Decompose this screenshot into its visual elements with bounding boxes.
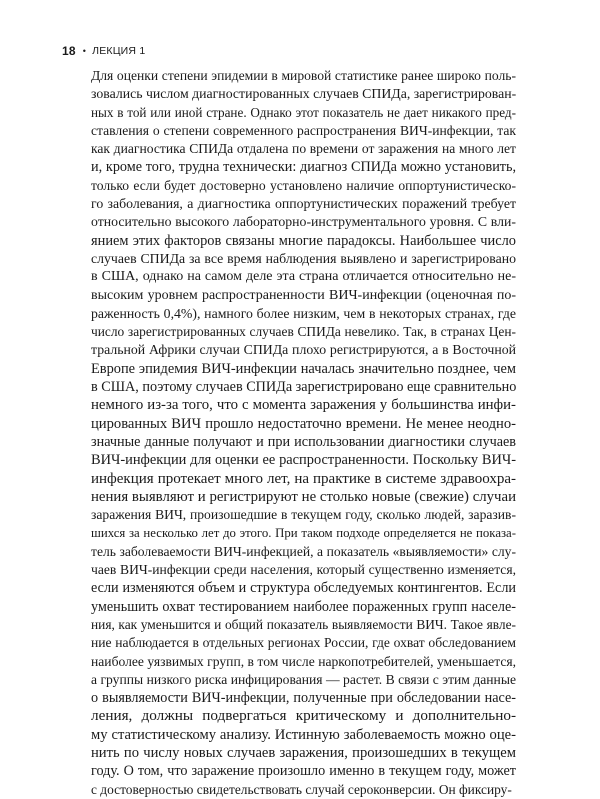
page-number: 18 bbox=[62, 44, 76, 58]
text-line: Для оценки степени эпидемии в мировой статистике ранее широко поль- bbox=[91, 68, 516, 83]
text-line: ВИЧ-инфекции для оценки ее распространенности. Поскольку ВИЧ- bbox=[91, 452, 516, 469]
text-line: немного из-за того, что с момента заражения у большинства инфи- bbox=[91, 397, 516, 414]
text-line: янием этих факторов связаны многие парадоксы. Наибольшее число bbox=[91, 232, 516, 249]
text-line: го заболевания, а диагностика оппортунистических поражений требует bbox=[91, 196, 516, 212]
text-line: нить по числу новых случаев заражения, произошедших в текущем bbox=[91, 744, 516, 761]
text-line: только если будет достоверно установлено наличие оппортунистическо- bbox=[91, 177, 516, 193]
text-line: ние наблюдается в отдельных регионах России, где охват обследованием bbox=[91, 635, 516, 651]
text-line: если изменяются объем и структура обследуемых контингентов. Если bbox=[91, 580, 516, 597]
text-line: относительно высокого лабораторно-инструментального уровня. С вли- bbox=[91, 214, 516, 230]
text-line: ния, как уменьшится и общий показатель выявляемости ВИЧ. Такое явле- bbox=[91, 616, 516, 632]
text-line: заражения ВИЧ, произошедшие в текущем году, сколько людей, заразив- bbox=[91, 507, 516, 523]
text-line: зовались числом диагностированных случаев СПИДа, зарегистрирован- bbox=[91, 86, 517, 102]
text-line: значные данные получают и при использовании диагностики случаев bbox=[91, 433, 516, 450]
text-line: инфекция протекает много лет, на практике в системе здравоохра- bbox=[91, 470, 516, 487]
body-paragraph bbox=[91, 67, 516, 799]
text-line: о выявляемости ВИЧ-инфекции, полученные при обследовании насе- bbox=[91, 690, 516, 707]
text-line: тральной Африки случаи СПИДа плохо регистрируются, а в Восточной bbox=[91, 342, 516, 358]
section-title: ЛЕКЦИЯ 1 bbox=[92, 45, 146, 57]
text-line: наиболее уязвимых групп, в том числе наркопотребителей, уменьшается, bbox=[91, 653, 516, 669]
text-line: ных в той или иной стране. Однако этот показатель не дает никакого пред- bbox=[91, 104, 516, 120]
text-line: Европе эпидемия ВИЧ-инфекции началась значительно позднее, чем bbox=[91, 360, 516, 377]
text-line: тель заболеваемости ВИЧ-инфекцией, а показатель «выявляемости» слу- bbox=[91, 543, 516, 559]
text-line: случаев СПИДа за все время наблюдения выявлено и зарегистрировано bbox=[91, 250, 516, 266]
text-line: и, кроме того, трудна технически: диагноз СПИДа можно установить, bbox=[91, 159, 516, 176]
bullet-separator: • bbox=[82, 46, 87, 56]
text-line: как диагностика СПИДа отдалена по времени от заражения на много лет bbox=[91, 141, 516, 157]
text-line: чаев ВИЧ-инфекции среди населения, который существенно изменяется, bbox=[91, 562, 516, 578]
text-line: с достоверностью свидетельствовать случай сероконверсии. Он фиксиру- bbox=[91, 781, 512, 797]
text-line: ставления о степени современного распространения ВИЧ-инфекции, так bbox=[91, 122, 516, 138]
text-line: высоким уровнем распространенности ВИЧ-инфекции (оценочная по- bbox=[91, 287, 516, 303]
text-line: нения выявляют и регистрируют не столько новые (свежие) случаи bbox=[91, 488, 516, 505]
text-line: шихся за несколько лет до этого. При таком подходе определяется не показа- bbox=[91, 526, 516, 541]
text-line: му статистическому анализу. Истинную заболеваемость можно оце- bbox=[91, 726, 516, 743]
text-line: в США, поэтому случаев СПИДа зарегистрировано еще сравнительно bbox=[91, 379, 517, 396]
text-line: число зарегистрированных случаев СПИДа невелико. Так, в странах Цен- bbox=[91, 324, 516, 340]
text-line: в США, однако на самом деле эта страна отличается относительно не- bbox=[91, 269, 516, 285]
text-line: а группы низкого риска инфицирования — растет. В связи с этим данные bbox=[91, 671, 516, 687]
running-header bbox=[62, 44, 145, 58]
text-line: уменьшить охват тестированием наиболее пораженных групп населе- bbox=[91, 598, 516, 615]
text-line: раженность 0,4%), намного более низким, чем в некоторых странах, где bbox=[91, 305, 516, 321]
text-line: цированных ВИЧ прошло недостаточно времени. Не менее неодно- bbox=[91, 415, 516, 432]
text-line: ления, должны подвергаться критическому и дополнительно- bbox=[91, 707, 516, 725]
text-line: году. О том, что заражение произошло именно в текущем году, может bbox=[91, 763, 516, 780]
